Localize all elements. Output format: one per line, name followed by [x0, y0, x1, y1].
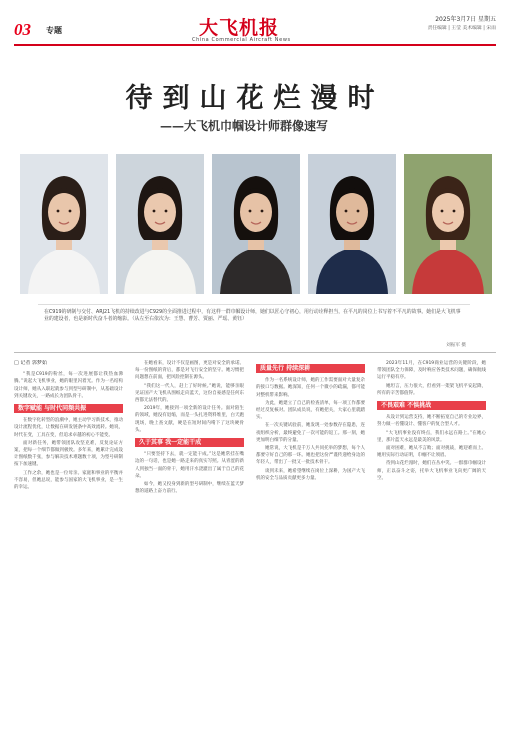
body-paragraph: 她常说，大飞机是千万人共同托举的梦想，每个人都要守好自己的那一环。她也把这份严谨传递给身边的年轻人，带出了一批又一批技术骨干。: [256, 446, 365, 466]
page-number: 03: [14, 20, 31, 39]
portrait-row: [20, 154, 492, 294]
body-paragraph: 谈到未来，她希望继续在岗位上深耕，为国产大飞机的安全与品质贡献更多力量。: [256, 468, 365, 481]
portrait-photo: [20, 154, 108, 294]
section-heading: 不畏艰难 不惧挑战: [377, 401, 486, 410]
body-paragraph: 在一次关键试验前，她发现一处参数存在隐患，连夜组织分析，最终避免了一次可能的返工。那一刻，她更加明白细节的分量。: [256, 423, 365, 443]
column-2-paras: [135, 360, 244, 495]
body-paragraph: 2023年11月，在C919商业运营的关键阶段，她带领团队全力保障，及时响应各类技术问题，确保航线运行平稳有序。: [377, 361, 486, 381]
body-paragraph: 如今，她又投身到新的型号研制中，继续在蓝天梦想的道路上奋力前行。: [135, 482, 244, 495]
body-paragraph: 从设计到运营支持，她不断拓宽自己的专业边界，努力做一名懂设计、懂客户的复合型人才。: [377, 415, 486, 428]
article-column-1: [14, 360, 123, 732]
column-4-paras: [377, 360, 486, 482]
body-paragraph: 在她看来，设计不仅是画图，更是对安全的承诺。每一份图纸的背后，都是对飞行安全的坚守。她习惯把问题想在前面，把风险控制在源头。: [135, 361, 244, 381]
body-paragraph: 面对新任务，她带领团队攻坚克难，反复论证方案，把每一个细节都做到极致。多年来，她累计完成设计图纸数千张，参与解决技术难题数十项，为型号研制按下加速键。: [14, 440, 123, 468]
body-paragraph: “大飞机事业没有终点，我们永远在路上。”在她心里，那片蓝天永远是最美的风景。: [377, 430, 486, 443]
editor-line: 责任编辑 | 王莹 美术编辑 | 宋雨: [427, 26, 496, 31]
section-heading: 质量先行 持续深耕: [256, 364, 365, 373]
portrait-photo: [404, 154, 492, 294]
portrait-photo: [116, 154, 204, 294]
article-column-2: [135, 360, 244, 732]
body-paragraph: 作为一名系统设计师，她的工作需要面对大量复杂的接口与数据。她深知，任何一个微小的疏漏，都可能对整机带来影响。: [256, 378, 365, 398]
article-subtitle: ——大飞机巾帼设计师群像速写: [160, 119, 329, 133]
portrait-photo: [308, 154, 396, 294]
column-1-paras: [14, 371, 123, 491]
newspaper-logo-english: China Commercial Aircraft News: [192, 37, 291, 43]
body-paragraph: 工作之余，她也是一位母亲。家庭和事业的平衡并不容易，但她总说，能参与国家的大飞机事业，是一生的幸运。: [14, 470, 123, 491]
body-paragraph: “我们这一代人，赶上了好时候。”她说，能够亲眼见证国产大飞机从图纸走向蓝天，这份自豪感是任何东西都无法替代的。: [135, 383, 244, 404]
section-heading: 久于其事 我一定能干成: [135, 438, 244, 447]
photo-caption: 在C919的研制与交付、ARJ21飞机的持续改进与C929的全面推进过程中，有这样一群巾帼设计师，她们以匠心守初心，用行动诠释担当，在平凡的岗位上书写着不平凡的故事。她们是大飞机事业的建设者，也是新时代奋斗者的缩影。（从左至右依次为：王慧、曹芳、贾丽、严瑶、黄钰）: [38, 304, 470, 348]
body-paragraph: 2019年，她接到一项全新的设计任务。面对陌生的领域，她没有退缩，而是一头扎进资料堆里，白天跑现场，晚上查文献，硬是在短时间内啃下了这块硬骨头。: [135, 406, 244, 433]
newspaper-logo: 大飞机报: [199, 17, 280, 39]
section-heading: 数字赋能 与时代同频共振: [14, 404, 123, 413]
page-section: 专题: [46, 26, 62, 35]
masthead: [0, 0, 510, 46]
article-title: 待到山花烂漫时: [125, 83, 385, 114]
column-3-paras: [256, 377, 365, 482]
body-paragraph: 面对困难，她从不言败；面对挑战，她迎难而上。她用实际行动证明，巾帼不让须眉。: [377, 446, 486, 459]
body-paragraph: 在数字化转型的浪潮中，她主动学习新技术，推动设计流程优化，让数据在研发链条中高效流转。她说，时代在变，工具在变，但追求卓越的初心不能变。: [14, 418, 123, 438]
body-paragraph: “我是C919的粉丝，每一次进展都让我热血沸腾。”说起大飞机事业，她的眼里闪着光。作为一名结构设计师，她从入职起就参与到型号研制中，从基础设计到关键攻关，一路成长为团队骨干。: [14, 372, 123, 399]
body-paragraph: 待到山花烂漫时，她们在丛中笑。一群群巾帼设计师，正以奋斗之姿，托举大飞机事业飞向更广阔的天空。: [377, 461, 486, 481]
body-paragraph: 为此，她建立了自己的检查清单，每一项工作都要经过反复核对。团队成员说，有她把关，大家心里就踏实。: [256, 400, 365, 421]
issue-date: 2025年3月7日 星期五: [435, 16, 496, 23]
body-paragraph: 她坦言，压力很大，但看到一架架飞机平安起降，所有的辛苦都值得。: [377, 383, 486, 396]
article-column-3: [256, 360, 365, 732]
masthead-rule: [14, 44, 496, 46]
portrait-photo: [212, 154, 300, 294]
article-column-4: [377, 360, 486, 732]
byline: □ 记者 郭梦茹: [14, 360, 47, 366]
body-paragraph: “只要坚持下去，就一定能干成。”这是她常挂在嘴边的一句话，也是她一路走来的真实写照。从青涩的新人到独当一面的骨干，她用汗水浇灌出了属于自己的花朵。: [135, 452, 244, 479]
photo-credit: 刘振军 摄: [446, 343, 466, 348]
section-divider: [14, 352, 496, 353]
